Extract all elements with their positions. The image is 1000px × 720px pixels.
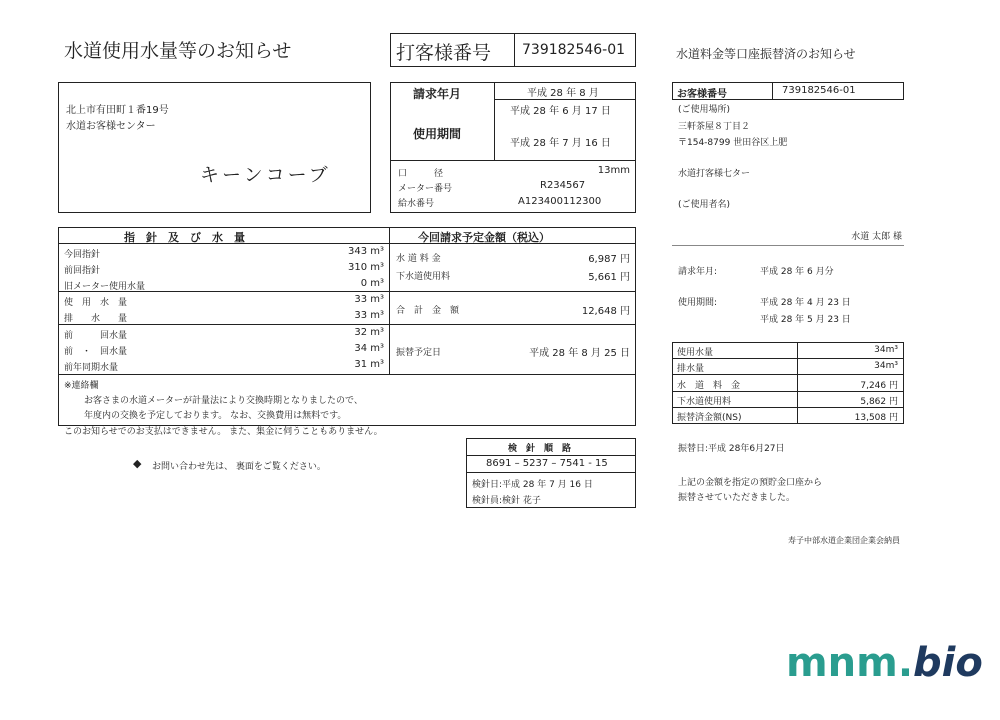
user-name-label: (ご使用者名)	[678, 200, 731, 210]
customer-number-value: 739182546-01	[522, 42, 626, 58]
water-charge-label: 水 道 料 金	[396, 254, 441, 264]
total-value: 12,648 円	[581, 306, 630, 317]
usage-place-line-2: 〒154-8799 世田谷区上肥	[678, 138, 788, 148]
sewer-charge-value: 5,661 円	[588, 272, 630, 283]
receipt-transfer-date: 振替日:平成 28年6月27日	[678, 444, 785, 454]
notice-line-3: このお知らせでのお支払はできません。 また、集金に伺うこともありません。	[64, 427, 383, 437]
divider	[772, 82, 773, 100]
mnm-bio-logo	[786, 640, 983, 686]
receipt-row-label: 使用水量	[677, 348, 714, 358]
reading-label: 排 水 量	[64, 314, 128, 324]
usage-place-line-1: 三軒茶屋８丁目２	[678, 122, 751, 132]
receipt-row-label: 振替済金額(NS)	[677, 413, 742, 423]
transfer-date-value: 平成 28 年 8 月 25 日	[529, 348, 630, 359]
billing-month-value: 平成 28 年 8 月	[527, 88, 599, 99]
inspector-name: 検針員:検針 花子	[472, 496, 541, 506]
contact-bullet-icon: ◆	[133, 457, 142, 470]
charges-header: 今回請求予定金額（税込）	[418, 231, 550, 244]
handwritten-signature: キーンコーブ	[200, 164, 331, 186]
receipt-period-label: 使用期間:	[678, 298, 718, 308]
receipt-note-2: 振替させていただきました。	[678, 493, 796, 503]
usage-place-line-3: 水道打客様七ター	[678, 169, 751, 179]
receipt-row-label: 水 道 料 金	[677, 381, 741, 391]
address-line-2: 水道お客様センター	[66, 121, 156, 132]
reading-value: 33 m³	[354, 310, 384, 321]
receipt-row-value: 34m³	[874, 361, 898, 371]
receipt-billing-value: 平成 28 年 6 月分	[760, 267, 834, 277]
divider	[466, 472, 636, 473]
divider	[672, 407, 904, 408]
user-name: 水道 太郎 様	[851, 232, 902, 242]
readings-header: 指 針 及 び 水 量	[124, 231, 245, 244]
inspection-date: 検針日:平成 28 年 7 月 16 日	[472, 480, 593, 490]
reading-value: 0 m³	[360, 278, 384, 289]
receipt-note-1: 上記の金額を指定の預貯金口座から	[678, 478, 823, 488]
reading-label: 前 回水量	[64, 331, 128, 341]
divider	[672, 245, 904, 246]
notice-title: ※連絡欄	[64, 381, 99, 391]
receipt-row-value: 5,862 円	[860, 397, 898, 407]
water-charge-value: 6,987 円	[588, 254, 630, 265]
divider	[672, 374, 904, 375]
receipt-period-from: 平成 28 年 4 月 23 日	[760, 298, 851, 308]
meter-value: R234567	[540, 180, 586, 191]
divider	[672, 391, 904, 392]
receipt-customer-label: お客様番号	[677, 89, 727, 100]
reading-value: 310 m³	[347, 262, 384, 273]
sewer-charge-label: 下水道使用料	[396, 272, 451, 282]
divider	[390, 160, 636, 161]
divider	[58, 324, 389, 325]
inspection-route: 8691 – 5237 – 7541 - 15	[486, 458, 608, 469]
receipt-row-value: 13,508 円	[854, 413, 898, 423]
usage-to: 平成 28 年 7 月 16 日	[510, 138, 611, 149]
logo-text-bio: bio	[913, 640, 983, 686]
receipt-issuer: 寿子中部水道企業団企業会納員	[788, 536, 900, 545]
caliber-label: 口 径	[398, 169, 444, 179]
divider	[514, 33, 515, 67]
usage-from: 平成 28 年 6 月 17 日	[510, 106, 611, 117]
divider	[466, 455, 636, 456]
usage-period-label: 使用期間	[413, 127, 462, 141]
billing-month-label: 請求年月	[413, 87, 462, 101]
inspection-header: 検 針 順 路	[508, 444, 572, 454]
transfer-date-label: 振替予定日	[396, 348, 442, 358]
reading-label: 今回指針	[64, 250, 101, 260]
reading-label: 前年同期水量	[64, 363, 119, 373]
receipt-row-value: 7,246 円	[860, 381, 898, 391]
divider	[672, 358, 904, 359]
divider	[389, 227, 390, 375]
receipt-row-label: 下水道使用料	[677, 397, 732, 407]
divider	[389, 324, 636, 325]
receipt-customer-number: 739182546-01	[782, 85, 856, 96]
reading-value: 33 m³	[354, 294, 384, 305]
notice-line-2: 年度内の交換を予定しております。 なお、交換費用は無料です。	[84, 411, 347, 421]
receipt-row-value: 34m³	[874, 345, 898, 355]
customer-number-label: 打客様番号	[396, 42, 492, 64]
logo-text-mnm: mnm.	[786, 640, 914, 686]
reading-label: 前 ・ 回水量	[64, 347, 128, 357]
receipt-row-label: 排水量	[677, 364, 705, 374]
reading-value: 343 m³	[347, 246, 384, 257]
notice-line-1: お客さまの水道メーターが計量法により交換時期となりましたので、	[84, 396, 363, 406]
reading-value: 31 m³	[354, 359, 384, 370]
receipt-period-to: 平成 28 年 5 月 23 日	[760, 315, 851, 325]
meter-label: メーター番号	[398, 184, 453, 194]
supply-number-label: 給水番号	[398, 199, 435, 209]
caliber-value: 13mm	[597, 165, 630, 176]
divider	[494, 82, 495, 160]
reading-label: 前回指針	[64, 266, 101, 276]
divider	[389, 291, 636, 292]
divider	[797, 342, 798, 424]
reading-label: 使 用 水 量	[64, 298, 128, 308]
divider	[494, 99, 636, 100]
reading-value: 34 m³	[354, 343, 384, 354]
receipt-billing-label: 請求年月:	[678, 267, 718, 277]
reading-value: 32 m³	[354, 327, 384, 338]
address-line-1: 北上市有田町１番19号	[66, 105, 169, 116]
supply-number-value: A123400112300	[518, 196, 602, 207]
usage-place-label: (ご使用場所)	[678, 105, 731, 115]
contact-text: お問い合わせ先は、 裏面をご覧ください。	[152, 462, 326, 472]
document-title: 水道使用水量等のお知らせ	[64, 40, 292, 62]
total-label: 合 計 金 額	[396, 306, 460, 316]
receipt-title: 水道料金等口座振替済のお知らせ	[676, 47, 856, 61]
reading-label: 旧メーター使用水量	[64, 282, 146, 292]
